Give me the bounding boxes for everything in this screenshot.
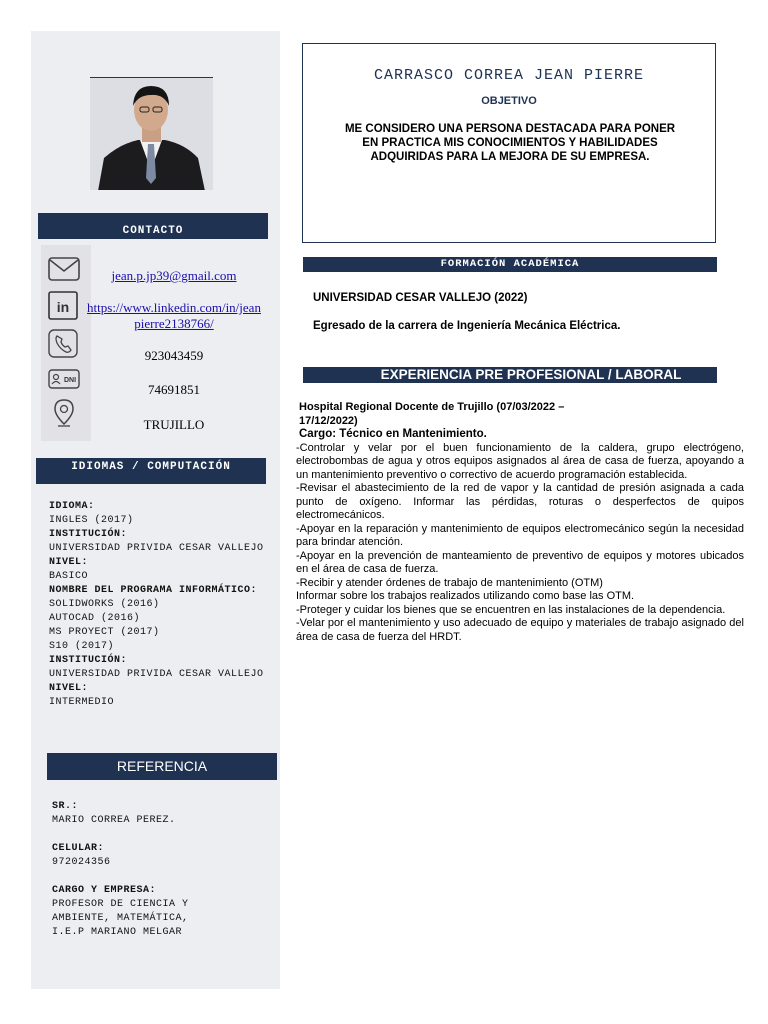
languages-heading: IDIOMAS / COMPUTACIÓN [36,458,266,484]
programas-list: SOLIDWORKS (2016) AUTOCAD (2016) MS PROYECT (2017) S10 (2017) [49,599,160,652]
institucion-value: UNIVERSIDAD PRIVIDA CESAR VALLEJO [49,543,264,554]
experience-item: -Recibir y atender órdenes de trabajo de mantenimiento (OTM) [296,576,603,589]
idioma-value: INGLES (2017) [49,515,134,526]
celular-label: CELULAR: [52,843,105,854]
header-box [302,43,716,243]
experience-item: -Velar por el mantenimiento y uso adecuado de equipo y materiales de trabajo asignado del área de casa de fuerza del HRDT. [296,617,744,643]
degree: Egresado de la carrera de Ingeniería Mecánica Eléctrica. [313,320,621,332]
reference-heading: REFERENCIA [47,753,277,780]
languages-section [49,500,269,710]
nivel-label: NIVEL: [49,557,89,568]
objective-heading: OBJETIVO [481,95,537,107]
phone-number: 923043459 [144,348,204,363]
idioma-label: IDIOMA: [49,501,95,512]
experience-section [296,401,744,644]
linkedin-icon[interactable] [48,291,80,321]
experience-place: Hospital Regional Docente de Trujillo (07/03/2022 – 17/12/2022) [299,401,565,427]
experience-item: -Revisar el abastecimiento de la red de vapor y la cantidad de presión asignada a cada punto de oxígeno. Informar las pérdidas, roturas o desperfectos de quipos electromecánicos. [296,482,744,521]
education-heading: FORMACIÓN ACADÉMICA [303,257,717,272]
svg-text:in: in [56,299,70,315]
phone-icon [48,329,80,359]
id-card-icon [48,367,80,397]
profile-photo [90,77,213,190]
envelope-icon [48,254,80,284]
experience-heading: EXPERIENCIA PRE PROFESIONAL / LABORAL [303,367,717,383]
location-pin-icon [48,398,80,428]
experience-item: -Apoyar en la reparación y mantenimiento de equipos electromecánico según la necesidad para brindar atención. [296,522,744,548]
experience-role: Cargo: Técnico en Mantenimiento. [299,428,487,440]
experience-item: -Apoyar en la prevención de manteamiento de preventivo de equipos y motores ubicados en el área de casa de fuerza. [296,549,744,575]
celular-value: 972024356 [52,857,111,868]
university: UNIVERSIDAD CESAR VALLEJO (2022) [313,292,528,304]
programa-label: NOMBRE DEL PROGRAMA INFORMÁTICO: [49,585,258,596]
institucion-label: INSTITUCIÓN: [49,529,128,540]
institucion2-label: INSTITUCIÓN: [49,655,128,666]
full-name: CARRASCO CORREA JEAN PIERRE [373,67,645,84]
city: TRUJILLO [143,417,205,432]
contact-heading: CONTACTO [38,213,268,239]
cargo-value: PROFESOR DE CIENCIA Y AMBIENTE, MATEMÁTICA, I.E.P MARIANO MELGAR [52,899,189,938]
cargo-label: CARGO Y EMPRESA: [52,885,157,896]
institucion2-value: UNIVERSIDAD PRIVIDA CESAR VALLEJO [49,669,264,680]
dni-number: 74691851 [148,382,200,397]
email-link[interactable]: jean.p.jp39@gmail.com [111,268,237,283]
experience-item: -Proteger y cuidar los bienes que se encuentren en las instalaciones de la dependencia. [296,603,726,616]
nivel2-value: INTERMEDIO [49,697,115,708]
experience-item: -Controlar y velar por el buen funcionamiento de la caldera, grupo electrógeno, electrobombas de agua y otros equipos asignados al área de casa de fuerza, apoyando a un mantenimiento preventivo o correctivo de acuerdo programación establecida. [296,441,744,481]
objective-text: ME CONSIDERO UNA PERSONA DESTACADA PARA PONER EN PRACTICA MIS CONOCIMIENTOS Y HABILIDADES ADQUIRIDAS PARA LA MEJORA DE SU EMPRESA. [344,123,676,163]
experience-item: Informar sobre los trabajos realizados utilizando como base las OTM. [296,590,635,602]
reference-section [52,800,272,940]
nivel-value: BASICO [49,571,89,582]
sr-value: MARIO CORREA PEREZ. [52,815,176,826]
nivel2-label: NIVEL: [49,683,89,694]
svg-text:DNI: DNI [63,377,77,384]
sr-label: SR.: [52,801,79,812]
linkedin-link[interactable]: https://www.linkedin.com/in/jeanpierre2138766/ [87,300,261,331]
